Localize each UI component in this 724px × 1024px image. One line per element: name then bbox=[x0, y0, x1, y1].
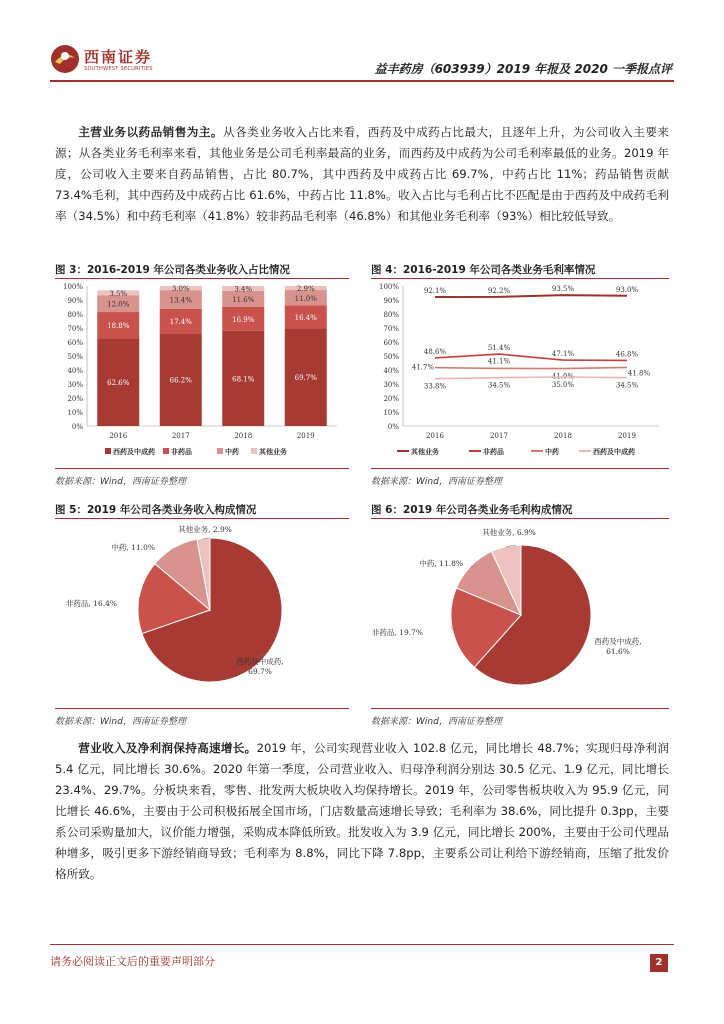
fig3-xtick-label: 2018 bbox=[234, 432, 253, 440]
fig4-ytick-label: 50% bbox=[383, 353, 399, 361]
fig3-data-label: 17.4% bbox=[169, 318, 192, 327]
fig4-data-label: 47.1% bbox=[551, 350, 575, 359]
fig4-top-rule bbox=[371, 278, 669, 279]
fig4-xtick-label: 2018 bbox=[554, 432, 572, 440]
fig4-ytick-label: 0% bbox=[387, 423, 399, 431]
fig3-legend-swatch bbox=[105, 448, 111, 454]
fig4-series-line bbox=[435, 377, 627, 379]
paragraph-revenue-growth bbox=[55, 738, 669, 885]
fig4-data-label: 92.1% bbox=[423, 287, 447, 296]
fig4-series-line bbox=[435, 367, 627, 368]
fig3-xtick-label: 2017 bbox=[171, 432, 190, 440]
fig4-data-label: 34.5% bbox=[615, 381, 639, 390]
fig3-ytick-label: 60% bbox=[67, 339, 83, 347]
paragraph-business-mix bbox=[55, 122, 669, 227]
fig4-ytick-label: 30% bbox=[383, 381, 399, 389]
fig6-slice-label: 中药, 11.8% bbox=[419, 559, 463, 568]
fig3-ytick-label: 70% bbox=[67, 325, 83, 333]
fig3-title: 图 3：2016-2019 年公司各类业务收入占比情况 bbox=[55, 264, 290, 276]
fig6-slice-value: 61.6% bbox=[606, 647, 630, 656]
fig4-ytick-label: 10% bbox=[383, 409, 399, 417]
fig5-pie-chart bbox=[55, 520, 349, 704]
fig3-data-label: 62.6% bbox=[107, 379, 130, 388]
fig6-pie-chart bbox=[371, 520, 669, 704]
fig3-data-label: 66.2% bbox=[169, 376, 192, 385]
fig5-slice-label: 中药, 11.0% bbox=[111, 543, 155, 552]
fig6-title: 图 6：2019 年公司各类业务毛利构成情况 bbox=[371, 504, 573, 516]
fig3-xtick-label: 2019 bbox=[296, 432, 315, 440]
fig4-legend-label: 中药 bbox=[545, 447, 559, 456]
fig3-data-label: 13.4% bbox=[169, 296, 192, 305]
fig3-data-label: 11.6% bbox=[232, 295, 255, 304]
fig4-data-label: 41.8% bbox=[627, 369, 651, 378]
fig4-xtick-label: 2019 bbox=[618, 432, 636, 440]
paragraph-body: 2019 年，公司实现营业收入 102.8 亿元，同比增长 48.7%；实现归母净利润 5.4 亿元，同比增长 30.6%。2020 年第一季度，公司营业收入、归母净利润分别达 30.5 亿元、1.9 亿元，同比增长 23.4%、29.7%。分板块来看，零售、批发两大板块收入均保持增长。2019 年，公司零售板块收入为 95.9 亿元，同比增长 46.6%，主要由于公司积极拓展全国市场，门店数量高速增长导致；毛利率为 38.6%，同比提升 0.3pp，主要系公司采购量加大，议价能力增强，采购成本降低所致。批发收入为 3.9 亿元，同比增长 200%，主要由于公司代理品种增多，吸引更多下游经销商导致；毛利率为 8.8%，同比下降 7.8pp，主要系公司让利给下游经销商，压缩了批发价格所致。 bbox=[55, 741, 669, 881]
fig4-data-label: 41.7% bbox=[411, 363, 435, 372]
fig3-ytick-label: 100% bbox=[62, 283, 83, 291]
fig4-legend-label: 非药品 bbox=[483, 447, 504, 456]
fig4-xtick-label: 2016 bbox=[426, 432, 444, 440]
fig3-legend-label: 非药品 bbox=[171, 447, 192, 456]
company-logo bbox=[50, 42, 160, 78]
paragraph-body: 从各类业务收入占比来看，西药及中成药占比最大，且逐年上升，为公司收入主要来源；从各类业务毛利率来看，其他业务是公司毛利率最高的业务，而西药及中成药为公司毛利率最低的业务。2019 年度，公司收入主要来自药品销售，占比 80.7%，其中西药及中成药占比 69.7%，中药占比 11%；药品销售贡献 73.4%毛利，其中西药及中成药占比 61.6%，中药占比 11.8%。收入占比与毛利占比不匹配是由于西药及中成药毛利率（34.5%）和中药毛利率（41.8%）较非药品毛利率（46.8%）和其他业务毛利率（93%）相比较低导致。 bbox=[55, 125, 669, 223]
fig4-legend-label: 西药及中成药 bbox=[593, 447, 635, 456]
fig3-ytick-label: 40% bbox=[67, 367, 83, 375]
fig5-title: 图 5：2019 年公司各类业务收入构成情况 bbox=[55, 504, 257, 516]
fig4-ytick-label: 80% bbox=[383, 311, 399, 319]
fig3-data-label: 16.9% bbox=[232, 315, 255, 324]
fig4-ytick-label: 70% bbox=[383, 325, 399, 333]
fig3-legend-swatch bbox=[251, 448, 257, 454]
fig4-series-line bbox=[435, 354, 627, 360]
page-header bbox=[0, 0, 724, 80]
fig6-source: 数据来源：Wind，西南证券整理 bbox=[371, 717, 502, 727]
fig6-bottom-rule bbox=[371, 708, 669, 709]
fig3-source: 数据来源：Wind，西南证券整理 bbox=[55, 477, 186, 487]
fig4-ytick-label: 20% bbox=[383, 395, 399, 403]
header-divider bbox=[50, 80, 674, 82]
fig3-legend-label: 西药及中成药 bbox=[113, 447, 155, 456]
fig3-stacked-bar-chart bbox=[55, 282, 349, 466]
page-number: 2 bbox=[650, 954, 668, 972]
fig6-slice-label: 西药及中成药, bbox=[594, 637, 642, 646]
fig4-data-label: 33.8% bbox=[423, 382, 447, 391]
logo-chinese: 西南证券 bbox=[84, 48, 153, 66]
fig6-slice-label: 其他业务, 6.9% bbox=[482, 528, 536, 537]
fig4-data-label: 41.1% bbox=[487, 357, 511, 366]
report-title: 益丰药房（603939）2019 年报及 2020 一季报点评 bbox=[374, 62, 672, 76]
fig4-data-label: 35.0% bbox=[551, 381, 575, 389]
paragraph-lead: 营业收入及净利润保持高速增长。 bbox=[78, 741, 257, 755]
fig4-data-label: 51.4% bbox=[487, 344, 511, 353]
fig4-xtick-label: 2017 bbox=[490, 432, 508, 440]
fig3-data-label: 3.0% bbox=[171, 285, 190, 294]
fig3-ytick-label: 90% bbox=[67, 297, 83, 305]
fig6-slice-label: 非药品, 19.7% bbox=[371, 628, 423, 637]
fig4-series-line bbox=[435, 295, 627, 297]
fig3-ytick-label: 10% bbox=[67, 409, 83, 417]
fig4-ytick-label: 60% bbox=[383, 339, 399, 347]
fig4-ytick-label: 90% bbox=[383, 297, 399, 305]
fig3-top-rule bbox=[55, 278, 349, 279]
fig4-ytick-label: 100% bbox=[378, 283, 399, 291]
fig4-data-label: 48.6% bbox=[423, 347, 447, 356]
fig3-data-label: 2.9% bbox=[296, 285, 315, 294]
fig5-slice-label: 非药品, 16.4% bbox=[65, 599, 117, 608]
fig3-data-label: 3.4% bbox=[234, 285, 253, 294]
fig3-bottom-rule bbox=[55, 468, 349, 469]
fig3-data-label: 18.8% bbox=[107, 322, 130, 331]
paragraph-lead: 主营业务以药品销售为主。 bbox=[78, 125, 223, 139]
fig3-data-label: 68.1% bbox=[232, 375, 255, 384]
fig4-line-chart bbox=[371, 282, 669, 466]
fig4-data-label: 93.0% bbox=[615, 285, 639, 294]
fig3-ytick-label: 80% bbox=[67, 311, 83, 319]
fig3-data-label: 16.4% bbox=[294, 313, 317, 322]
logo-english: SOUTHWEST SECURITIES bbox=[84, 66, 153, 72]
logo-emblem-icon bbox=[50, 44, 80, 74]
fig4-data-label: 92.2% bbox=[487, 286, 511, 295]
fig3-ytick-label: 30% bbox=[67, 381, 83, 389]
footer-divider bbox=[50, 944, 674, 945]
fig4-title: 图 4：2016-2019 年公司各类业务毛利率情况 bbox=[371, 264, 596, 276]
fig4-data-label: 34.5% bbox=[487, 381, 511, 390]
fig3-data-label: 69.7% bbox=[294, 374, 317, 383]
fig3-data-label: 3.5% bbox=[109, 289, 128, 298]
footer-disclaimer: 请务必阅读正文后的重要声明部分 bbox=[50, 955, 215, 968]
fig5-slice-value: 69.7% bbox=[248, 667, 272, 676]
fig3-xtick-label: 2016 bbox=[109, 432, 128, 440]
fig5-source: 数据来源：Wind，西南证券整理 bbox=[55, 717, 186, 727]
fig4-ytick-label: 40% bbox=[383, 367, 399, 375]
fig5-slice-label: 西药及中成药, bbox=[236, 657, 284, 666]
fig3-data-label: 12.0% bbox=[107, 300, 130, 309]
fig5-slice-label: 其他业务, 2.9% bbox=[178, 525, 232, 534]
fig4-data-label: 46.8% bbox=[615, 350, 639, 359]
fig4-source: 数据来源：Wind，西南证券整理 bbox=[371, 477, 502, 487]
fig3-legend-label: 中药 bbox=[225, 447, 239, 456]
fig3-ytick-label: 0% bbox=[71, 423, 83, 431]
fig3-legend-swatch bbox=[163, 448, 169, 454]
fig5-bottom-rule bbox=[55, 708, 349, 709]
fig3-ytick-label: 20% bbox=[67, 395, 83, 403]
fig6-top-rule bbox=[371, 518, 669, 519]
fig4-data-label: 41.0% bbox=[551, 372, 575, 381]
fig3-ytick-label: 50% bbox=[67, 353, 83, 361]
fig4-bottom-rule bbox=[371, 468, 669, 469]
fig3-data-label: 11.0% bbox=[294, 294, 317, 303]
fig3-legend-label: 其他业务 bbox=[259, 447, 287, 456]
fig4-legend-label: 其他业务 bbox=[411, 447, 439, 456]
fig4-data-label: 93.5% bbox=[551, 285, 575, 294]
fig5-top-rule bbox=[55, 518, 349, 519]
fig3-legend-swatch bbox=[217, 448, 223, 454]
